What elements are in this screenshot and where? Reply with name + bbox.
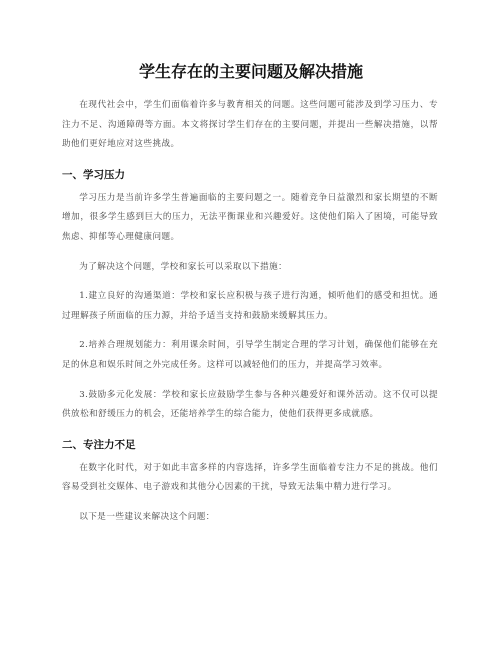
- section-heading-study-pressure: 一、学习压力: [62, 168, 125, 181]
- page-title: 学生存在的主要问题及解决措施: [138, 62, 363, 81]
- paragraph: 学习压力是当前许多学生普遍面临的主要问题之一。随着竞争日益激烈和家长期望的不断增加，很多学生感到巨大的压力，无法平衡课业和兴趣爱好。这使他们陷入了困境，可能导致焦虑、抑郁等心理健康问题。: [62, 192, 438, 242]
- list-item: 1.建立良好的沟通渠道：学校和家长应积极与孩子进行沟通，倾听他们的感受和担忧。通过理解孩子所面临的压力源，并给予适当支持和鼓励来缓解其压力。: [62, 291, 438, 321]
- paragraph: 以下是一些建议来解决这个问题：: [79, 511, 215, 522]
- document-body: [62, 96, 438, 538]
- list-item: 3.鼓励多元化发展：学校和家长应鼓励学生参与各种兴趣爱好和课外活动。这不仅可以提供放松和舒缓压力的机会，还能培养学生的综合能力，使他们获得更多成就感。: [62, 389, 438, 420]
- paragraph: 在数字化时代，对于如此丰富多样的内容选择，许多学生面临着专注力不足的挑战。他们容易受到社交媒体、电子游戏和其他分心因素的干扰，导致无法集中精力进行学习。: [62, 462, 438, 493]
- intro-paragraph: 在现代社会中，学生们面临着许多与教育相关的问题。这些问题可能涉及到学习压力、专注力不足、沟通障碍等方面。本文将探讨学生们存在的主要问题，并提出一些解决措施，以帮助他们更好地应对这些挑战。: [62, 100, 438, 150]
- section-heading-focus: 二、专注力不足: [62, 438, 136, 451]
- list-item: 2.培养合理规划能力：利用课余时间，引导学生制定合理的学习计划，确保他们能够在充足的休息和娱乐时间之外完成任务。这样可以减轻他们的压力，并提高学习效率。: [62, 340, 438, 370]
- paragraph: 为了解决这个问题，学校和家长可以采取以下措施：: [79, 261, 288, 272]
